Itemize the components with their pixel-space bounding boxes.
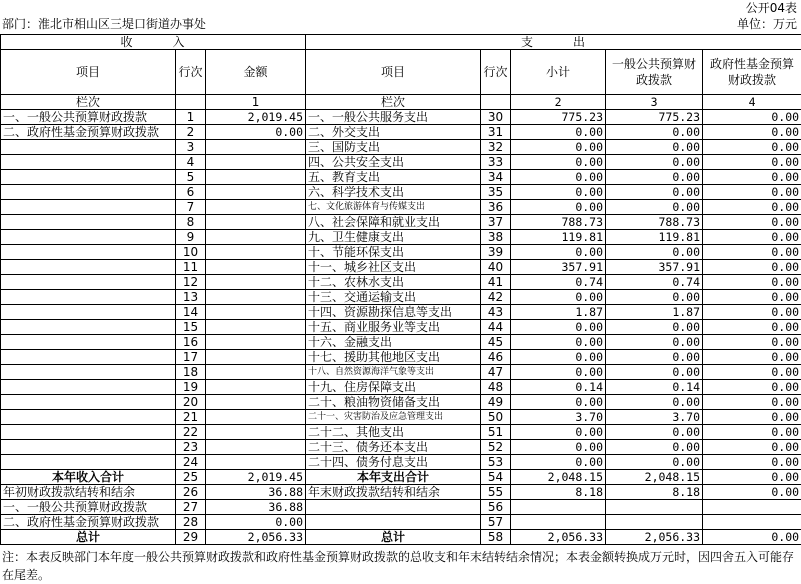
table-row [1,440,801,455]
income-item [1,425,176,440]
income-rownum: 11 [176,260,206,275]
subtotal: 0.00 [511,140,606,155]
subtotal: 0.00 [511,155,606,170]
income-item [1,215,176,230]
col-expense-item: 项目 [306,50,481,95]
table-row [1,200,801,215]
general-budget: 0.00 [606,290,703,305]
expense-item: 总计 [306,530,481,545]
general-budget: 0.00 [606,125,703,140]
income-amount [206,200,306,215]
table-row [1,155,801,170]
income-item: 年初财政拨款结转和结余 [1,485,176,500]
income-amount [206,380,306,395]
income-amount: 2,019.45 [206,110,306,125]
expense-rownum: 41 [481,275,511,290]
income-rownum: 14 [176,305,206,320]
income-item [1,335,176,350]
income-rownum: 13 [176,290,206,305]
income-item [1,410,176,425]
table-row [1,515,801,530]
income-rownum: 2 [176,125,206,140]
general-budget: 2,048.15 [606,470,703,485]
expense-rownum: 58 [481,530,511,545]
fund-budget: 0.00 [703,170,801,185]
general-budget: 0.00 [606,200,703,215]
expense-item: 十一、城乡社区支出 [306,260,481,275]
subtotal: 775.23 [511,110,606,125]
general-budget: 0.00 [606,245,703,260]
expense-item: 十、节能环保支出 [306,245,481,260]
table-row [1,485,801,500]
general-budget: 0.00 [606,140,703,155]
subtotal: 2,056.33 [511,530,606,545]
expense-section-header: 支 出 [306,35,801,50]
table-row [1,140,801,155]
expense-item: 十八、自然资源海洋气象等支出 [306,365,481,380]
fund-budget [703,515,801,530]
income-amount [206,335,306,350]
income-rownum: 16 [176,335,206,350]
income-item [1,395,176,410]
income-rownum: 21 [176,410,206,425]
income-amount: 2,019.45 [206,470,306,485]
subtotal: 357.91 [511,260,606,275]
income-item [1,200,176,215]
income-rownum: 3 [176,140,206,155]
income-item [1,455,176,470]
expense-item: 二十四、债务付息支出 [306,455,481,470]
general-budget: 0.00 [606,170,703,185]
fund-budget: 0.00 [703,230,801,245]
general-budget: 0.14 [606,380,703,395]
fund-budget: 0.00 [703,335,801,350]
fund-budget: 0.00 [703,425,801,440]
income-section-header: 收 入 [1,35,306,50]
column-index-row [1,95,801,110]
income-item [1,365,176,380]
expense-rownum: 52 [481,440,511,455]
expense-item: 一、一般公共服务支出 [306,110,481,125]
fund-budget: 0.00 [703,410,801,425]
expense-rownum: 37 [481,215,511,230]
department-label: 部门：淮北市相山区三堤口街道办事处 [2,17,207,31]
fund-budget: 0.00 [703,380,801,395]
income-rownum: 19 [176,380,206,395]
lan-3: 3 [606,95,703,110]
expense-item: 十七、援助其他地区支出 [306,350,481,365]
lan-empty [176,95,206,110]
fund-budget: 0.00 [703,290,801,305]
income-item [1,380,176,395]
fund-budget: 0.00 [703,350,801,365]
expense-rownum: 35 [481,185,511,200]
income-rownum: 6 [176,185,206,200]
income-item [1,185,176,200]
table-row [1,185,801,200]
section-header-row [1,35,801,50]
expense-rownum: 49 [481,395,511,410]
general-budget: 775.23 [606,110,703,125]
income-amount [206,260,306,275]
subtotal: 0.00 [511,350,606,365]
general-budget: 0.00 [606,455,703,470]
income-amount: 36.88 [206,500,306,515]
income-item: 二、政府性基金预算财政拨款 [1,515,176,530]
expense-rownum: 36 [481,200,511,215]
fund-budget: 0.00 [703,395,801,410]
expense-rownum: 56 [481,500,511,515]
expense-rownum: 44 [481,320,511,335]
income-amount [206,290,306,305]
fund-budget: 0.00 [703,215,801,230]
general-budget [606,515,703,530]
expense-item: 五、教育支出 [306,170,481,185]
income-rownum: 25 [176,470,206,485]
subtotal: 0.00 [511,290,606,305]
expense-item: 年末财政拨款结转和结余 [306,485,481,500]
income-rownum: 17 [176,350,206,365]
expense-item: 二十三、债务还本支出 [306,440,481,455]
income-amount [206,320,306,335]
subtotal: 0.74 [511,275,606,290]
fund-budget [703,500,801,515]
income-item [1,155,176,170]
income-rownum: 1 [176,110,206,125]
general-budget: 788.73 [606,215,703,230]
general-budget: 3.70 [606,410,703,425]
expense-rownum: 39 [481,245,511,260]
income-amount: 2,056.33 [206,530,306,545]
table-row [1,230,801,245]
income-rownum: 26 [176,485,206,500]
table-row [1,530,801,545]
unit-label: 单位：万元 [736,17,797,31]
subtotal: 1.87 [511,305,606,320]
income-amount [206,410,306,425]
expense-rownum: 57 [481,515,511,530]
income-item [1,275,176,290]
general-budget: 2,056.33 [606,530,703,545]
fund-budget: 0.00 [703,155,801,170]
income-rownum: 23 [176,440,206,455]
subtotal: 0.00 [511,200,606,215]
general-budget: 357.91 [606,260,703,275]
income-amount [206,365,306,380]
income-amount: 36.88 [206,485,306,500]
table-row [1,470,801,485]
general-budget: 1.87 [606,305,703,320]
subtotal: 788.73 [511,215,606,230]
fund-budget: 0.00 [703,125,801,140]
subtotal: 0.00 [511,245,606,260]
income-amount [206,185,306,200]
expense-item: 六、科学技术支出 [306,185,481,200]
fund-budget: 0.00 [703,455,801,470]
expense-rownum: 46 [481,350,511,365]
subtotal: 0.14 [511,380,606,395]
general-budget: 0.00 [606,155,703,170]
general-budget: 0.00 [606,425,703,440]
table-row [1,110,801,125]
column-header-row [1,50,801,95]
subtotal: 2,048.15 [511,470,606,485]
income-rownum: 7 [176,200,206,215]
income-item [1,320,176,335]
income-rownum: 12 [176,275,206,290]
table-row [1,260,801,275]
expense-item: 二、外交支出 [306,125,481,140]
fund-budget: 0.00 [703,275,801,290]
dept-unit-row [0,16,801,32]
income-item [1,260,176,275]
income-item [1,290,176,305]
table-row [1,380,801,395]
general-budget: 0.00 [606,320,703,335]
subtotal: 0.00 [511,365,606,380]
lan-4: 4 [703,95,801,110]
footnote: 注：本表反映部门本年度一般公共预算财政拨款和政府性基金预算财政拨款的总收支和年末结转结余情况；本表金额转换成万元时，因四舍五入可能存在尾差。 [2,550,795,582]
income-amount [206,425,306,440]
income-item: 本年收入合计 [1,470,176,485]
income-rownum: 4 [176,155,206,170]
income-item: 一、一般公共预算财政拨款 [1,110,176,125]
general-budget: 0.74 [606,275,703,290]
income-amount [206,140,306,155]
budget-table [0,34,801,545]
table-row [1,410,801,425]
subtotal: 0.00 [511,455,606,470]
fund-budget: 0.00 [703,260,801,275]
income-item [1,170,176,185]
expense-rownum: 48 [481,380,511,395]
subtotal [511,515,606,530]
expense-rownum: 30 [481,110,511,125]
income-rownum: 28 [176,515,206,530]
table-row [1,170,801,185]
income-amount [206,305,306,320]
income-rownum: 8 [176,215,206,230]
col-subtotal: 小计 [511,50,606,95]
income-rownum: 29 [176,530,206,545]
table-row [1,290,801,305]
fund-budget: 0.00 [703,200,801,215]
income-item [1,245,176,260]
table-code: 公开04表 [745,1,797,15]
col-expense-rownum: 行次 [481,50,511,95]
income-amount [206,395,306,410]
expense-item: 九、卫生健康支出 [306,230,481,245]
income-item [1,440,176,455]
expense-rownum: 45 [481,335,511,350]
income-item [1,230,176,245]
expense-rownum: 42 [481,290,511,305]
income-rownum: 10 [176,245,206,260]
income-amount [206,215,306,230]
expense-rownum: 55 [481,485,511,500]
general-budget: 0.00 [606,365,703,380]
fund-budget: 0.00 [703,365,801,380]
income-rownum: 20 [176,395,206,410]
income-item [1,350,176,365]
expense-rownum: 34 [481,170,511,185]
table-row [1,425,801,440]
income-rownum: 5 [176,170,206,185]
income-rownum: 22 [176,425,206,440]
income-item [1,305,176,320]
subtotal: 3.70 [511,410,606,425]
expense-item [306,515,481,530]
general-budget: 0.00 [606,440,703,455]
subtotal: 0.00 [511,395,606,410]
table-row [1,395,801,410]
income-amount [206,230,306,245]
income-amount [206,440,306,455]
expense-item: 二十、粮油物资储备支出 [306,395,481,410]
expense-rownum: 31 [481,125,511,140]
expense-item: 十六、金融支出 [306,335,481,350]
expense-item: 二十一、灾害防治及应急管理支出 [306,410,481,425]
lan-label-in: 栏次 [1,95,176,110]
fund-budget: 0.00 [703,530,801,545]
income-amount: 0.00 [206,125,306,140]
col-general-budget: 一般公共预算财政拨款 [606,50,703,95]
lan-label-out: 栏次 [306,95,481,110]
expense-item [306,500,481,515]
subtotal: 0.00 [511,125,606,140]
expense-rownum: 50 [481,410,511,425]
expense-rownum: 53 [481,455,511,470]
col-income-item: 项目 [1,50,176,95]
general-budget: 8.18 [606,485,703,500]
expense-item: 八、社会保障和就业支出 [306,215,481,230]
expense-rownum: 32 [481,140,511,155]
income-amount: 0.00 [206,515,306,530]
subtotal: 119.81 [511,230,606,245]
general-budget: 0.00 [606,395,703,410]
fund-budget: 0.00 [703,305,801,320]
table-code-row [0,0,801,16]
fund-budget: 0.00 [703,440,801,455]
expense-rownum: 38 [481,230,511,245]
lan-1: 1 [206,95,306,110]
expense-item: 四、公共安全支出 [306,155,481,170]
expense-item: 七、文化旅游体育与传媒支出 [306,200,481,215]
fund-budget: 0.00 [703,185,801,200]
general-budget: 0.00 [606,185,703,200]
income-rownum: 24 [176,455,206,470]
col-fund-budget: 政府性基金预算财政拨款 [703,50,801,95]
income-item: 二、政府性基金预算财政拨款 [1,125,176,140]
subtotal: 0.00 [511,425,606,440]
general-budget: 119.81 [606,230,703,245]
table-row [1,215,801,230]
lan-2: 2 [511,95,606,110]
income-amount [206,245,306,260]
table-row [1,305,801,320]
general-budget: 0.00 [606,335,703,350]
table-row [1,275,801,290]
subtotal: 0.00 [511,185,606,200]
income-amount [206,455,306,470]
expense-item: 十二、农林水支出 [306,275,481,290]
expense-rownum: 43 [481,305,511,320]
expense-rownum: 47 [481,365,511,380]
income-rownum: 15 [176,320,206,335]
col-income-rownum: 行次 [176,50,206,95]
fund-budget: 0.00 [703,245,801,260]
expense-rownum: 54 [481,470,511,485]
subtotal: 8.18 [511,485,606,500]
fund-budget: 0.00 [703,140,801,155]
income-rownum: 27 [176,500,206,515]
fund-budget: 0.00 [703,485,801,500]
table-row [1,125,801,140]
income-item: 一、一般公共预算财政拨款 [1,500,176,515]
expense-item: 十九、住房保障支出 [306,380,481,395]
lan-empty [481,95,511,110]
income-amount [206,275,306,290]
expense-item: 十五、商业服务业等支出 [306,320,481,335]
subtotal [511,500,606,515]
table-row [1,455,801,470]
subtotal: 0.00 [511,335,606,350]
col-income-amount: 金额 [206,50,306,95]
income-item: 总计 [1,530,176,545]
expense-rownum: 40 [481,260,511,275]
expense-rownum: 33 [481,155,511,170]
expense-item: 三、国防支出 [306,140,481,155]
subtotal: 0.00 [511,170,606,185]
expense-item: 二十二、其他支出 [306,425,481,440]
general-budget: 0.00 [606,350,703,365]
fund-budget: 0.00 [703,470,801,485]
income-rownum: 9 [176,230,206,245]
table-row [1,365,801,380]
expense-item: 十三、交通运输支出 [306,290,481,305]
expense-item: 十四、资源勘探信息等支出 [306,305,481,320]
table-row [1,500,801,515]
subtotal: 0.00 [511,320,606,335]
income-item [1,140,176,155]
general-budget [606,500,703,515]
table-row [1,335,801,350]
income-amount [206,170,306,185]
table-row [1,320,801,335]
subtotal: 0.00 [511,440,606,455]
income-amount [206,350,306,365]
income-amount [206,155,306,170]
fund-budget: 0.00 [703,320,801,335]
table-row [1,245,801,260]
fund-budget: 0.00 [703,110,801,125]
expense-rownum: 51 [481,425,511,440]
expense-item: 本年支出合计 [306,470,481,485]
table-row [1,350,801,365]
income-rownum: 18 [176,365,206,380]
